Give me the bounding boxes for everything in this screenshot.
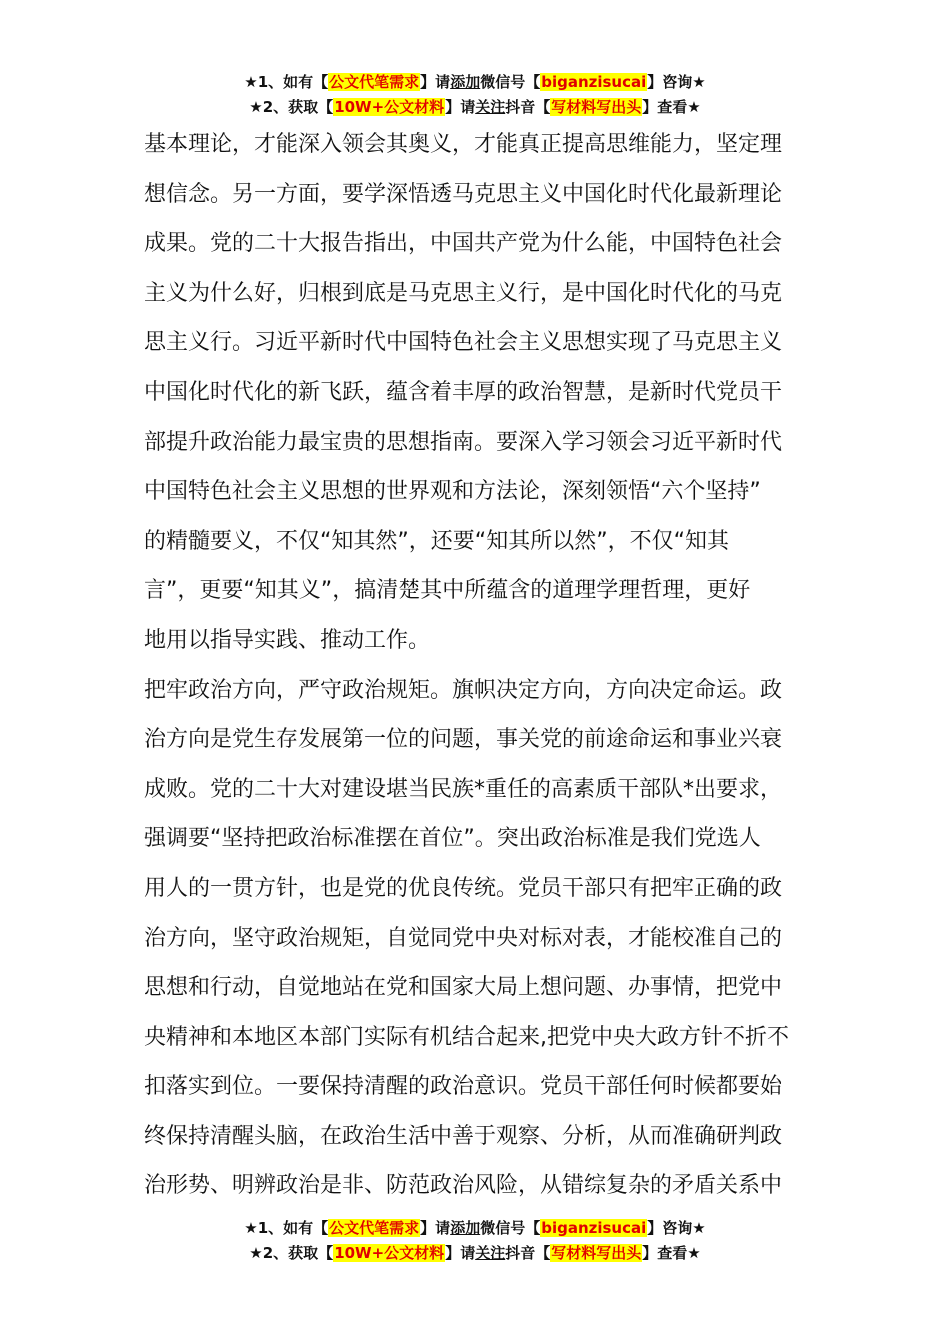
underlined-text: 关注 [475,98,506,116]
underlined-text: 添加 [450,73,481,91]
body-line: 治方向，坚守政治规矩，自觉同党中央对标对表，才能校准自己的 [144,925,783,951]
highlight-materials: 10W+公文材料 [334,1244,445,1262]
body-line: 央精神和本地区本部门实际有机结合起来,把党中央大政方针不折不 [144,1024,789,1050]
banner-text: 抖音【 [505,1244,551,1262]
body-line: 部提升政治能力最宝贵的思想指南。要深入学习领会习近平新时代 [144,429,783,455]
body-line: 中国特色社会主义思想的世界观和方法论，深刻领悟“六个坚持” [144,479,761,505]
banner-text: ★1、如有【 [244,1219,329,1237]
body-line: 地用以指导实践、推动工作。 [144,627,431,653]
banner-line-1 [0,1216,950,1241]
body-line: 思想和行动，自觉地站在党和国家大局上想问题、办事情，把党中 [144,975,783,1001]
highlight-wechat-id: biganzisucai [541,1219,647,1237]
banner-text: 】请 [445,98,476,116]
banner-text: ★2、获取【 [249,98,334,116]
banner-text: 】请 [445,1244,476,1262]
body-line: 终保持清醒头脑，在政治生活中善于观察、分析，从而准确研判政 [144,1123,783,1149]
highlight-wechat-id: biganzisucai [541,73,647,91]
banner-text: ★1、如有【 [244,73,329,91]
body-line: 思主义行。习近平新时代中国特色社会主义思想实现了马克思主义 [144,330,783,356]
banner-text: 微信号【 [480,73,541,91]
highlight-douyin-account: 写材料写出头 [551,98,642,116]
banner-text: 】查看★ [642,98,701,116]
highlight-materials: 10W+公文材料 [334,98,445,116]
body-line: 扣落实到位。一要保持清醒的政治意识。党员干部任何时候都要始 [144,1074,783,1100]
footer-banner [0,1216,950,1266]
body-line: 主义为什么好，归根到底是马克思主义行，是中国化时代化的马克 [144,280,783,306]
header-banner [0,70,950,120]
banner-line-1 [0,70,950,95]
body-line: 的精髓要义，不仅“知其然”，还要“知其所以然”，不仅“知其 [144,528,729,554]
body-line: 基本理论，才能深入领会其奥义，才能真正提高思维能力，坚定理 [144,132,783,157]
body-line: 把牢政治方向，严守政治规矩。旗帜决定方向，方向决定命运。政 [144,677,783,703]
banner-text: 抖音【 [505,98,551,116]
body-line: 成果。党的二十大报告指出，中国共产党为什么能，中国特色社会 [144,231,783,257]
underlined-text: 关注 [475,1244,506,1262]
banner-text: 】请 [420,1219,451,1237]
banner-line-2 [0,95,950,120]
banner-text: 】咨询★ [647,1219,706,1237]
highlight-douyin-account: 写材料写出头 [551,1244,642,1262]
banner-text: 】咨询★ [647,73,706,91]
highlight-service: 公文代笔需求 [329,73,420,91]
banner-text: 微信号【 [480,1219,541,1237]
body-line: 用人的一贯方针，也是党的优良传统。党员干部只有把牢正确的政 [144,875,783,901]
banner-text: 】查看★ [642,1244,701,1262]
banner-text: 】请 [420,73,451,91]
body-line: 强调要“坚持把政治标准摆在首位”。突出政治标准是我们党选人 [144,826,761,852]
body-line: 治形势、明辨政治是非、防范政治风险，从错综复杂的矛盾关系中 [144,1173,783,1199]
banner-line-2 [0,1241,950,1266]
document-body [144,120,809,1211]
body-line: 言”，更要“知其义”，搞清楚其中所蕴含的道理学理哲理，更好 [144,578,751,604]
body-line: 想信念。另一方面，要学深悟透马克思主义中国化时代化最新理论 [144,181,783,207]
body-line: 治方向是党生存发展第一位的问题，事关党的前途命运和事业兴衰 [144,727,783,753]
banner-text: ★2、获取【 [249,1244,334,1262]
body-line: 成败。党的二十大对建设堪当民族*重任的高素质干部队*出要求， [144,776,783,802]
body-line: 中国化时代化的新飞跃，蕴含着丰厚的政治智慧，是新时代党员干 [144,379,783,405]
underlined-text: 添加 [450,1219,481,1237]
highlight-service: 公文代笔需求 [329,1219,420,1237]
